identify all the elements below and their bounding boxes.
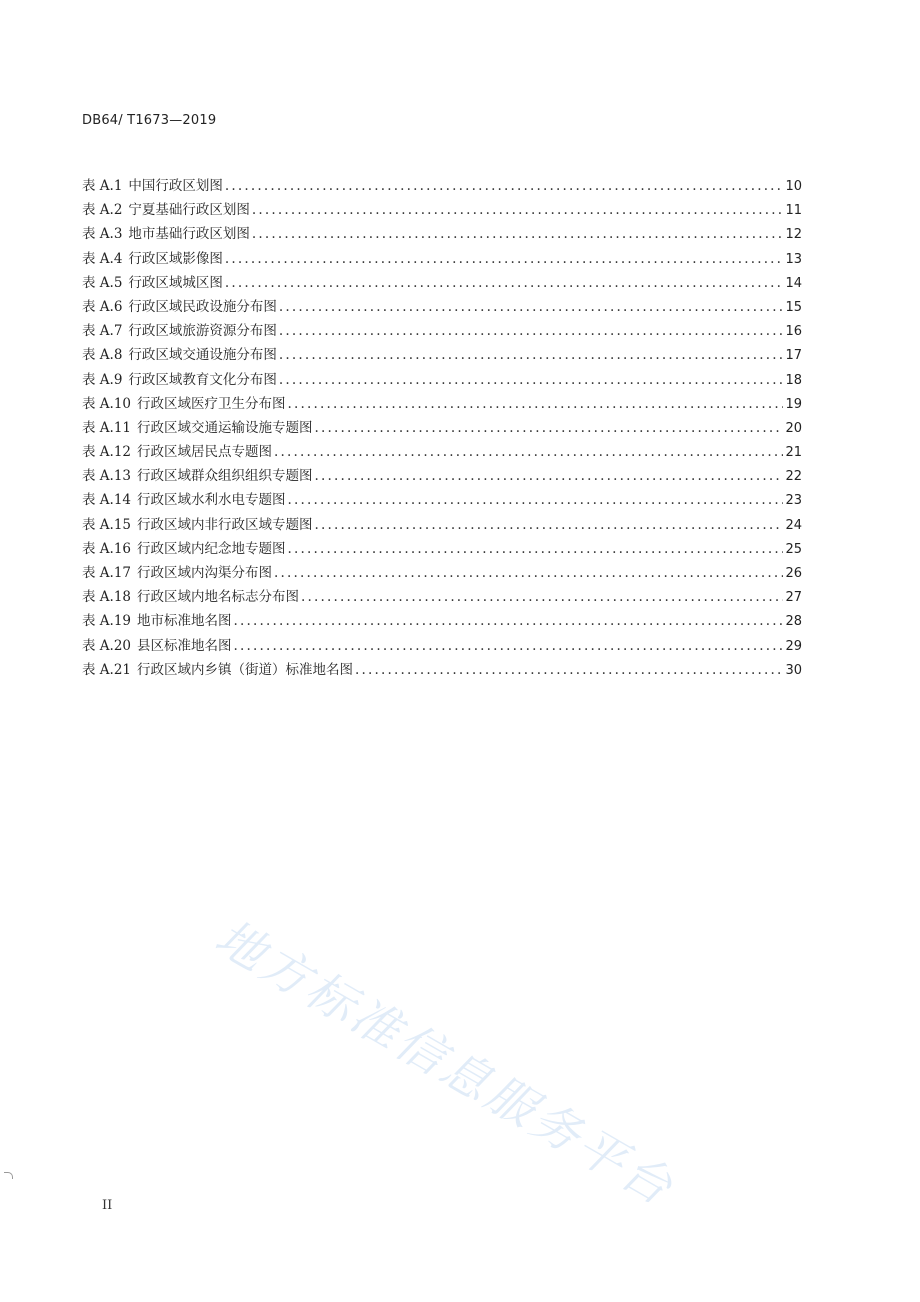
toc-entry-page: 14 (785, 275, 802, 291)
toc-entry-number: 表 A.6 (82, 298, 123, 315)
toc-entry[interactable] (82, 585, 802, 609)
toc-entry-page: 12 (785, 227, 802, 243)
toc-entry-page: 22 (785, 469, 802, 485)
toc-entry-label (82, 271, 225, 291)
toc-entry-title: 行政区域交通设施分布图 (128, 347, 277, 364)
toc-entry[interactable] (82, 488, 802, 512)
toc-dot-leader (274, 565, 783, 581)
toc-entry[interactable] (82, 513, 802, 537)
toc-entry[interactable] (82, 295, 802, 319)
toc-entry-title: 行政区域内非行政区域专题图 (137, 516, 313, 533)
toc-dot-leader (252, 226, 784, 242)
toc-entry-label (82, 464, 315, 484)
toc-entry-label (82, 416, 315, 436)
toc-entry-label (82, 561, 274, 581)
toc-entry-number: 表 A.11 (82, 419, 132, 436)
toc-entry-label (82, 513, 315, 533)
toc-entry-page: 25 (785, 541, 802, 557)
toc-dot-leader (225, 251, 784, 267)
toc-entry[interactable] (82, 198, 802, 222)
toc-entry-title: 地市基础行政区划图 (128, 226, 250, 243)
toc-entry-number: 表 A.12 (82, 444, 132, 461)
toc-entry-number: 表 A.20 (82, 637, 132, 654)
toc-entry-page: 24 (785, 517, 802, 533)
toc-entry[interactable] (82, 247, 802, 271)
toc-entry-label (82, 247, 225, 267)
toc-dot-leader (315, 468, 784, 484)
toc-entry-number: 表 A.14 (82, 492, 132, 509)
toc-entry-page: 28 (785, 614, 802, 630)
toc-entry-label (82, 658, 355, 678)
toc-entry-label (82, 488, 288, 508)
toc-entry-title: 行政区域教育文化分布图 (128, 371, 277, 388)
toc-entry-number: 表 A.8 (82, 347, 123, 364)
toc-entry-title: 行政区域旅游资源分布图 (128, 323, 277, 340)
toc-entry-label (82, 585, 301, 605)
toc-entry-number: 表 A.19 (82, 613, 132, 630)
toc-dot-leader (301, 589, 783, 605)
toc-entry[interactable] (82, 368, 802, 392)
toc-entry-number: 表 A.5 (82, 274, 123, 291)
toc-dot-leader (225, 178, 784, 194)
toc-entry-title: 行政区域群众组织组织专题图 (137, 468, 313, 485)
toc-entry-label (82, 319, 279, 339)
toc-entry-page: 11 (785, 203, 802, 219)
toc-entry-number: 表 A.16 (82, 540, 132, 557)
toc-entry[interactable] (82, 609, 802, 633)
toc-entry-title: 宁夏基础行政区划图 (128, 202, 250, 219)
toc-entry-number: 表 A.3 (82, 226, 123, 243)
toc-entry-title: 行政区域交通运输设施专题图 (137, 419, 313, 436)
toc-dot-leader (315, 420, 784, 436)
toc-dot-leader (234, 613, 784, 629)
toc-entry-label (82, 440, 274, 460)
toc-entry-number: 表 A.13 (82, 468, 132, 485)
toc-entry[interactable] (82, 440, 802, 464)
toc-entry-label (82, 343, 279, 363)
toc-entry[interactable] (82, 343, 802, 367)
toc-entry-label (82, 537, 288, 557)
toc-entry-page: 21 (785, 445, 802, 461)
toc-dot-leader (288, 541, 784, 557)
toc-entry-label (82, 609, 234, 629)
watermark-text: 地方标准信息服务平台 (205, 909, 685, 1218)
toc-entry[interactable] (82, 464, 802, 488)
toc-entry-title: 行政区域居民点专题图 (137, 444, 273, 461)
toc-entry-number: 表 A.7 (82, 323, 123, 340)
toc-entry-label (82, 368, 279, 388)
toc-entry-page: 27 (785, 590, 802, 606)
toc-entry[interactable] (82, 634, 802, 658)
toc-entry-page: 20 (785, 420, 802, 436)
toc-entry-title: 行政区域影像图 (128, 250, 223, 267)
toc-entry-number: 表 A.9 (82, 371, 123, 388)
document-code: DB64/ T1673—2019 (82, 113, 217, 128)
toc-dot-leader (315, 517, 784, 533)
toc-dot-leader (288, 492, 784, 508)
toc-entry-number: 表 A.17 (82, 565, 132, 581)
toc-entry-page: 13 (785, 251, 802, 267)
toc-entry-title: 行政区域医疗卫生分布图 (137, 395, 286, 412)
toc-dot-leader (279, 347, 784, 363)
toc-entry-page: 23 (785, 493, 802, 509)
toc-entry-page: 19 (785, 396, 802, 412)
toc-dot-leader (225, 275, 784, 291)
toc-entry-page: 10 (785, 179, 802, 194)
toc-dot-leader (279, 323, 784, 339)
toc-entry-page: 17 (785, 348, 802, 364)
toc-entry-title: 行政区域民政设施分布图 (128, 298, 277, 315)
toc-entry-title: 县区标准地名图 (137, 637, 232, 654)
toc-entry-number: 表 A.10 (82, 395, 132, 412)
toc-entry-title: 地市标准地名图 (137, 613, 232, 630)
toc-entry-label (82, 634, 234, 654)
toc-entry-number: 表 A.1 (82, 178, 123, 194)
toc-entry-title: 行政区域城区图 (128, 274, 223, 291)
toc-dot-leader (279, 299, 784, 315)
toc-entry-label (82, 392, 288, 412)
page-number: II (102, 1198, 113, 1213)
toc-entry[interactable] (82, 271, 802, 295)
toc-dot-leader (279, 372, 784, 388)
toc-dot-leader (355, 662, 783, 678)
scan-edge-mark (4, 1172, 13, 1179)
toc-entry-number: 表 A.21 (82, 661, 132, 678)
toc-entry-page: 16 (785, 324, 802, 340)
toc-entry[interactable] (82, 392, 802, 416)
toc-entry-page: 15 (785, 299, 802, 315)
toc-entry[interactable] (82, 174, 802, 198)
toc-entry[interactable] (82, 537, 802, 561)
toc-entry-number: 表 A.15 (82, 516, 132, 533)
toc-dot-leader (234, 638, 784, 654)
toc-entry-title: 行政区域内乡镇（街道）标准地名图 (137, 661, 354, 678)
toc-entry-number: 表 A.2 (82, 202, 123, 219)
toc-entry-label (82, 222, 252, 242)
toc-entry-title: 行政区域内沟渠分布图 (137, 565, 273, 581)
toc-entry-page: 29 (785, 638, 802, 654)
toc-entry-label (82, 174, 225, 194)
toc-dot-leader (288, 396, 784, 412)
toc-entry-label (82, 198, 252, 218)
toc-entry-title: 中国行政区划图 (128, 178, 223, 194)
toc-entry-title: 行政区域水利水电专题图 (137, 492, 286, 509)
toc-entry[interactable] (82, 319, 802, 343)
toc-entry[interactable] (82, 561, 802, 585)
toc-entry-title: 行政区域内地名标志分布图 (137, 589, 300, 606)
table-of-contents (82, 174, 802, 682)
toc-entry-label (82, 295, 279, 315)
toc-entry[interactable] (82, 416, 802, 440)
toc-entry[interactable] (82, 658, 802, 682)
toc-entry[interactable] (82, 222, 802, 246)
toc-entry-title: 行政区域内纪念地专题图 (137, 540, 286, 557)
toc-entry-number: 表 A.18 (82, 589, 132, 606)
toc-entry-page: 30 (785, 662, 802, 678)
toc-dot-leader (252, 202, 784, 218)
toc-entry-number: 表 A.4 (82, 250, 123, 267)
toc-dot-leader (274, 444, 783, 460)
toc-entry-page: 26 (785, 566, 802, 581)
toc-entry-page: 18 (785, 372, 802, 388)
